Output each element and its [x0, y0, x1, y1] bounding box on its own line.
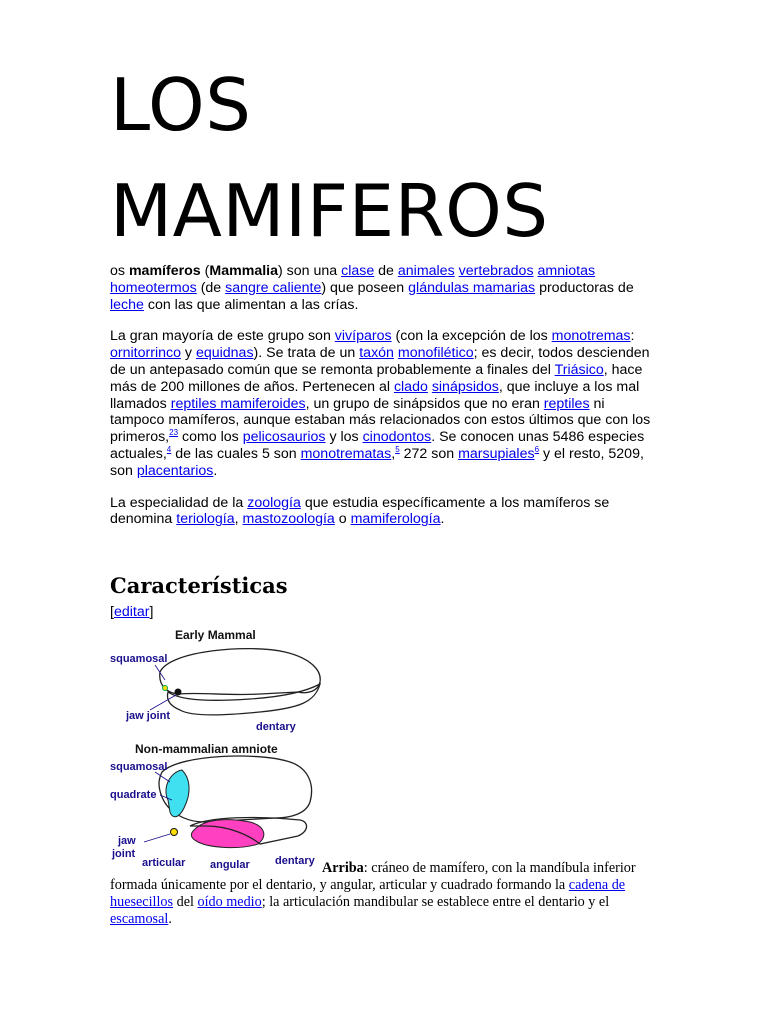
angular-bone — [191, 820, 263, 848]
link-equidnas[interactable]: equidnas — [195, 345, 254, 362]
link-monotrematas[interactable]: monotrematas — [300, 445, 392, 462]
fig-top-jaw-joint: jaw joint — [126, 710, 170, 722]
link-teriologia[interactable]: teriología — [176, 511, 235, 528]
title-line-2: MAMIFEROS — [110, 169, 549, 253]
link-glandulas-mamarias[interactable]: glándulas mamarias — [408, 279, 536, 296]
link-monotremas[interactable]: monotremas — [551, 328, 631, 345]
link-mamiferologia[interactable]: mamiferología — [350, 511, 441, 528]
link-oido-medio[interactable]: oído medio — [197, 894, 262, 910]
quadrate-bone — [166, 770, 189, 817]
fig-bottom-dentary: dentary — [275, 855, 315, 867]
early-jaw-joint-mark — [175, 689, 182, 696]
fig-joint: joint — [112, 848, 136, 860]
edit-link[interactable]: editar — [113, 604, 150, 620]
link-triasico[interactable]: Triásico — [554, 361, 604, 378]
fig-top-squamosal: squamosal — [110, 653, 168, 665]
fig-jaw: jaw — [118, 835, 136, 847]
amniote-jaw-joint-mark — [171, 829, 178, 836]
ref-4[interactable]: 4 — [166, 444, 172, 454]
early-mammal-skull — [160, 649, 320, 695]
link-animales[interactable]: animales — [397, 263, 455, 279]
link-sinapsidos[interactable]: sinápsidos — [431, 378, 499, 395]
early-mammal-jaw — [168, 684, 321, 715]
link-sangre-caliente[interactable]: sangre caliente — [225, 279, 322, 296]
link-monofiletico[interactable]: monofilético — [397, 345, 474, 362]
ref-6[interactable]: 6 — [534, 444, 540, 454]
ref-5[interactable]: 5 — [395, 444, 400, 454]
link-mastozoologia[interactable]: mastozoología — [242, 511, 335, 528]
jaw-joint-leader — [144, 834, 170, 842]
link-viviparos[interactable]: vivíparos — [334, 328, 392, 345]
link-clase[interactable]: clase — [341, 263, 375, 279]
paragraph-specialty: La especialidad de la zoología que estudia específicamente a los mamíferos se denomina teriología, mastozoología o mamiferología. — [110, 494, 610, 528]
link-vertebrados[interactable]: vertebrados — [458, 263, 534, 279]
paragraph-intro: os mamíferos (Mammalia) son una clase de animales vertebrados amniotas homeotermos (de sangre caliente) que poseen glándulas mamarias productoras de leche con las que alimentan a las crías. — [110, 263, 634, 313]
edit-section: [editar] — [110, 604, 154, 620]
link-placentarios[interactable]: placentarios — [136, 462, 214, 479]
section-heading: Características — [110, 573, 288, 598]
fig-bottom-title: Non-mammalian amniote — [135, 742, 278, 756]
top-jaw-joint-leader — [150, 695, 176, 710]
fig-top-dentary: dentary — [256, 721, 296, 733]
term-mammalia: Mammalia — [209, 263, 278, 279]
link-reptiles[interactable]: reptiles — [543, 395, 590, 412]
fig-quadrate: quadrate — [110, 789, 157, 801]
skull-diagram — [110, 622, 325, 872]
link-amniotas[interactable]: amniotas — [537, 263, 596, 279]
fig-articular: articular — [142, 857, 186, 869]
paragraph-classification: La gran mayoría de este grupo son vivíparos (con la excepción de los monotremas: ornitorrinco y equidnas). Se trata de un taxón monofilético; es decir, todos descienden de un antepasado común que se remonta probablemente a finales del Triásico, hace más de 200 millones de años. Pertenecen al clado sinápsidos, que incluye a los mal llamados reptiles mamiferoides, un grupo de sinápsidos que no eran reptiles ni tampoco mamíferos, aunque estaban más relacionados con estos últimos que con los primeros,$^{23}$ como los pelicosaurios y los cinodontos. Se conocen unas 5486 especies actuales,$^4$ de las cuales 5 son monotrematas,$^5$ 272 son marsupiales$^6$ y el resto, 5209, son placentarios. — [110, 328, 651, 479]
page-title — [110, 52, 549, 264]
title-line-1: LOS — [110, 63, 252, 147]
link-zoologia[interactable]: zoología — [247, 494, 301, 511]
bottom-squamosal-leader — [155, 772, 170, 782]
link-cadena-de-huesecillos[interactable]: cadena de huesecillos — [110, 877, 626, 910]
fig-bottom-squamosal: squamosal — [110, 761, 168, 773]
link-marsupiales[interactable]: marsupiales — [458, 445, 535, 462]
link-ornitorrinco[interactable]: ornitorrinco — [110, 345, 181, 362]
link-pelicosaurios[interactable]: pelicosaurios — [242, 429, 326, 446]
link-clado[interactable]: clado — [393, 378, 428, 395]
fig-angular: angular — [210, 859, 250, 871]
figure-caption: Arriba: cráneo de mamífero, con la mandíbula inferior formada únicamente por el dentario, y angular, articular y cuadrado formando la cadena de huesecillos del oído medio; la articulación mandibular se establece entre el dentario y el escamosal. — [110, 860, 636, 927]
ref-23[interactable]: 23 — [169, 428, 179, 438]
link-cinodontos[interactable]: cinodontos — [362, 429, 432, 446]
link-reptiles-mamiferoides[interactable]: reptiles mamiferoides — [170, 395, 306, 412]
link-leche[interactable]: leche — [110, 296, 144, 313]
fig-top-title: Early Mammal — [175, 628, 256, 642]
early-ear-mark — [163, 686, 168, 691]
link-escamosal[interactable]: escamosal — [110, 911, 169, 927]
caption-bold: Arriba — [322, 860, 364, 876]
article-body — [110, 263, 658, 543]
link-homeotermos[interactable]: homeotermos — [110, 279, 197, 296]
link-taxon[interactable]: taxón — [359, 345, 394, 362]
term-mamiferos: mamíferos — [128, 263, 201, 279]
